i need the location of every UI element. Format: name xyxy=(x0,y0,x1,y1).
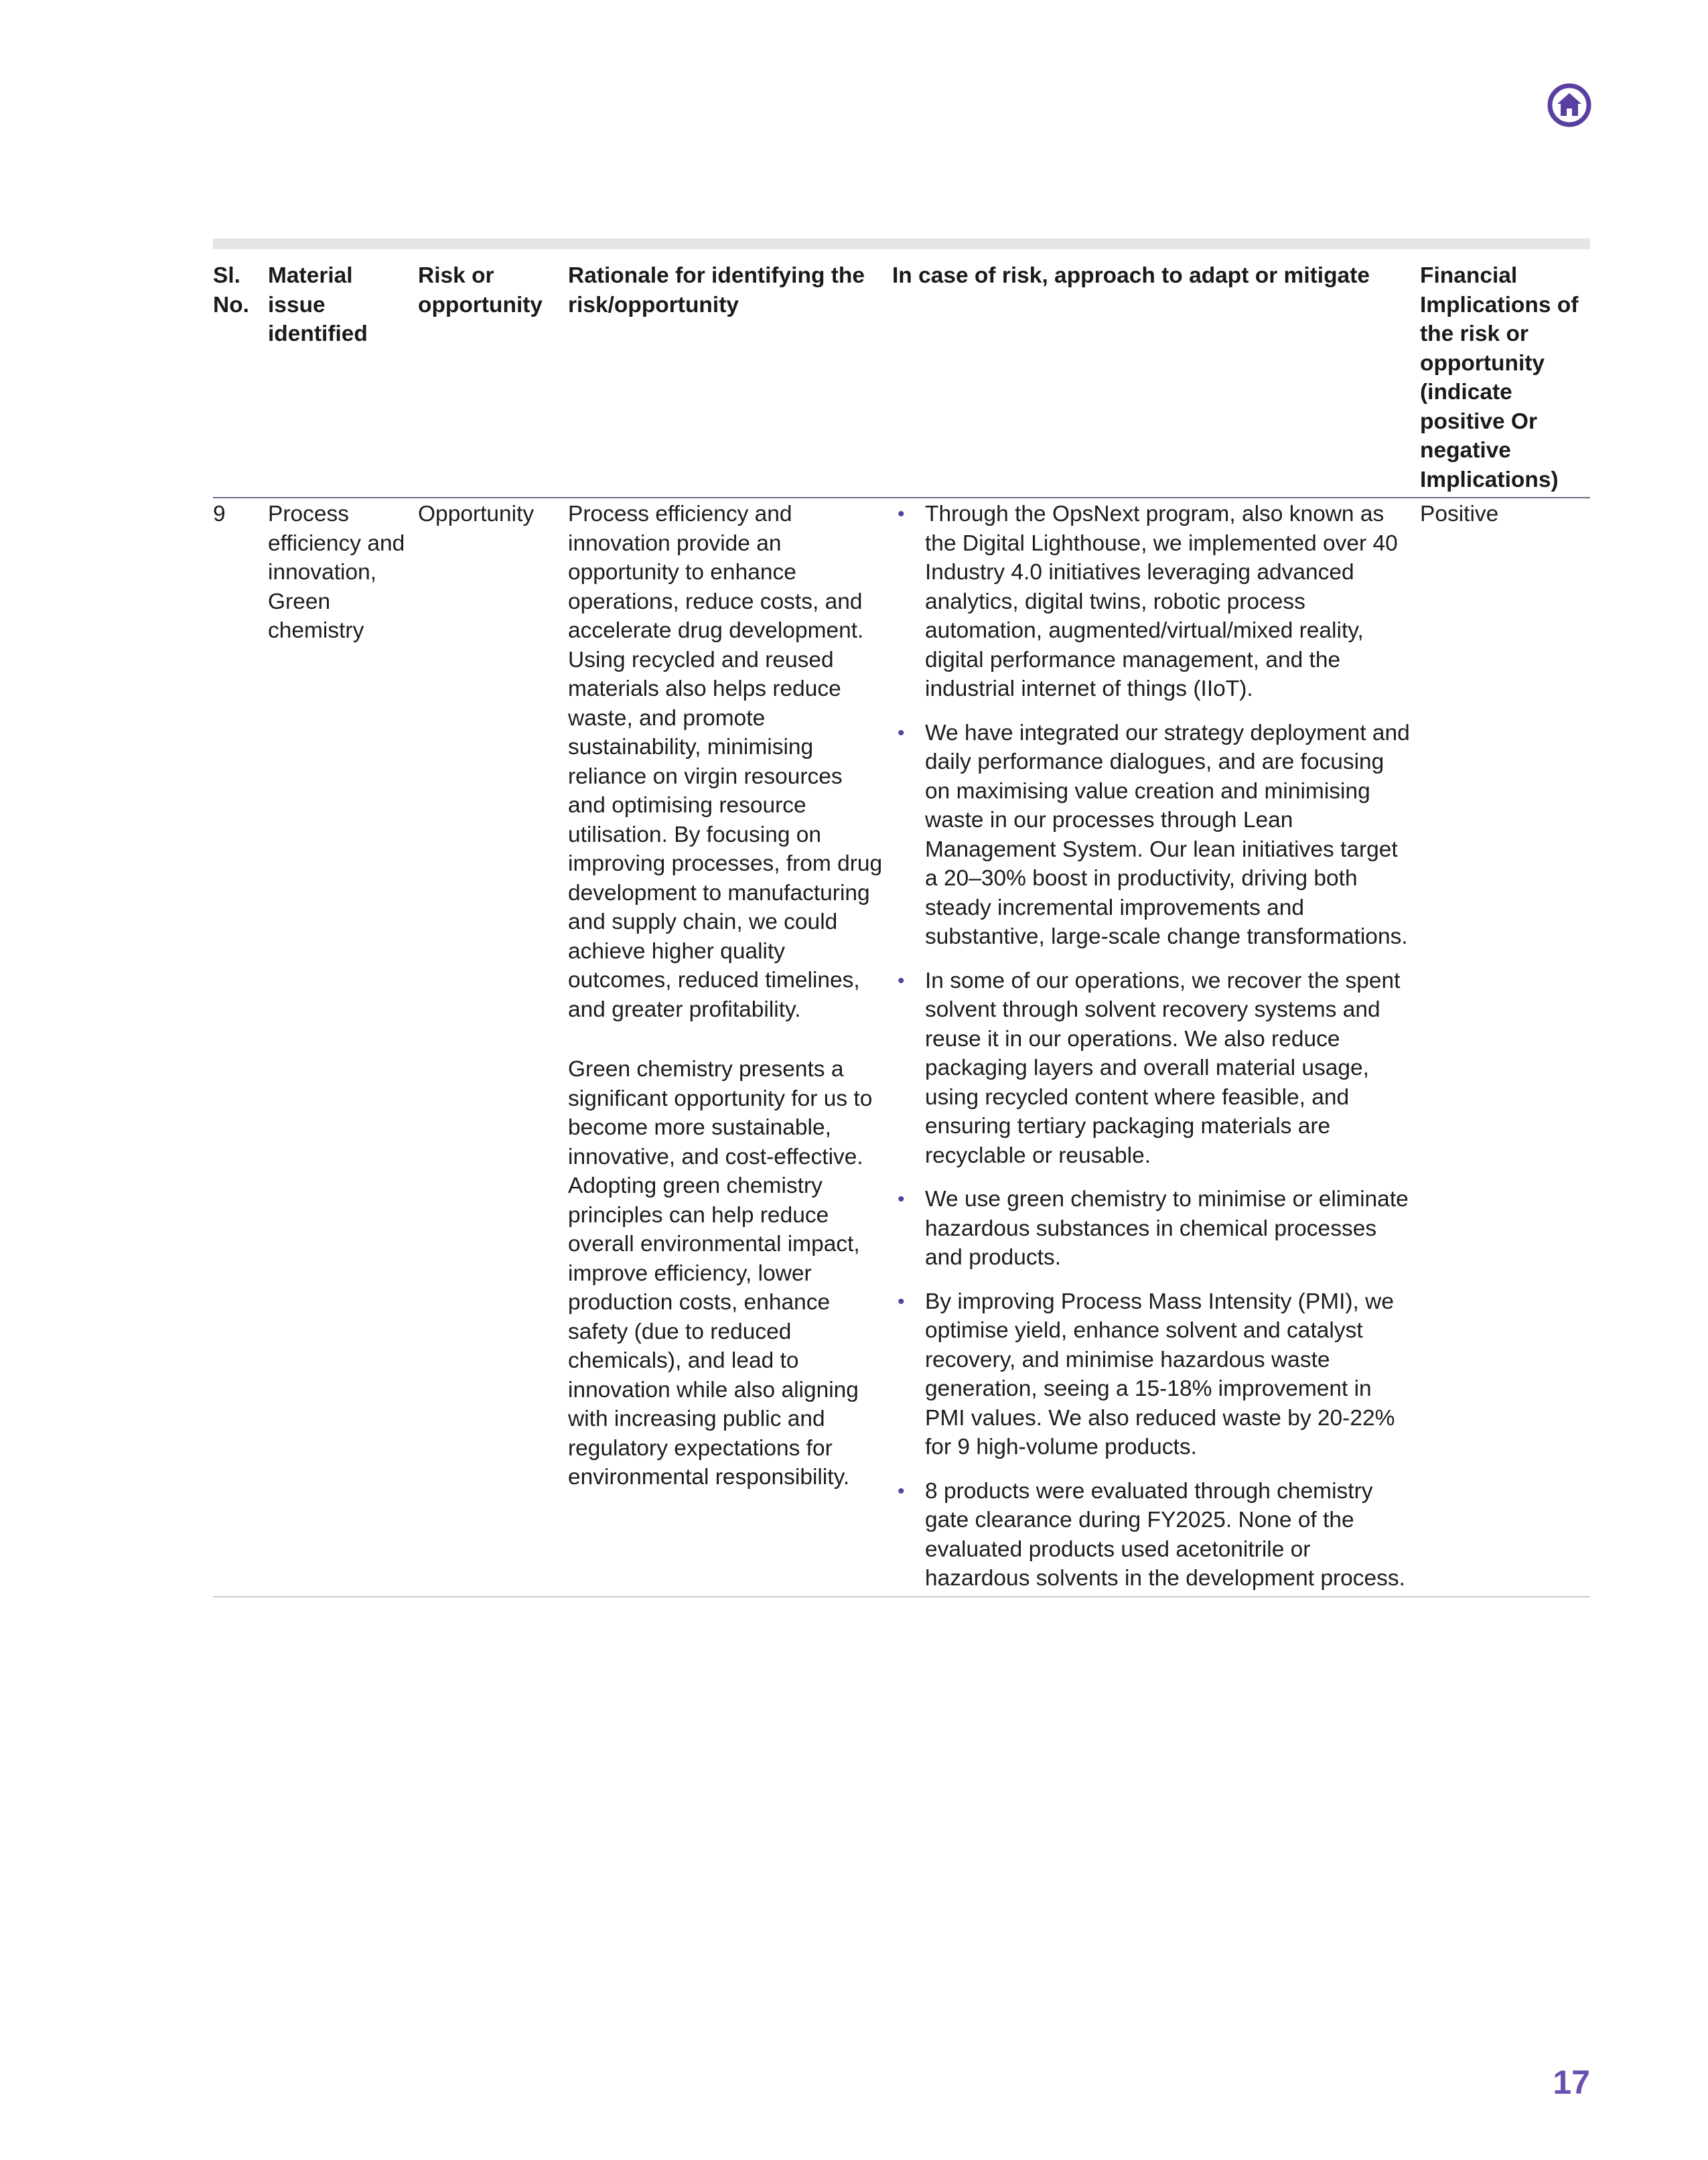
header-financial-implications: Financial Implications of the risk or opportunity (indicate positive Or negative Implications) xyxy=(1420,249,1590,498)
header-material-issue: Material issue identified xyxy=(268,249,418,498)
table-row xyxy=(213,498,1590,1597)
table-header-row xyxy=(213,249,1590,498)
cell-sl-no: 9 xyxy=(213,498,268,1597)
list-item: • In some of our operations, we recover the spent solvent through solvent recovery systems and reuse it in our operations. We also reduce packaging layers and overall material usage, using recycled content where feasible, and ensuring tertiary packaging materials are recyclable or reusable. xyxy=(892,966,1412,1171)
header-sl-no: Sl. No. xyxy=(213,249,268,498)
list-item: • 8 products were evaluated through chemistry gate clearance during FY2025. None of the evaluated products used acetonitrile or hazardous solvents in the development process. xyxy=(892,1477,1412,1593)
header-approach: In case of risk, approach to adapt or mitigate xyxy=(892,249,1420,498)
list-item: • Through the OpsNext program, also known as the Digital Lighthouse, we implemented over 40 Industry 4.0 initiatives leveraging advanced analytics, digital twins, robotic process automation, augmented/virtual/mixed reality, digital performance management, and the industrial internet of things (IIoT). xyxy=(892,500,1412,704)
risk-opportunity-table xyxy=(213,249,1590,1597)
home-icon xyxy=(1547,83,1591,127)
rationale-paragraph: Process efficiency and innovation provide an opportunity to enhance operations, reduce costs, and accelerate drug development. Using recycled and reused materials also helps reduce waste, and promote sustainability, minimising reliance on virgin resources and optimising resource utilisation. By focusing on improving processes, from drug development to manufacturing and supply chain, we could achieve higher quality outcomes, reduced timelines, and greater profitability. xyxy=(568,502,883,1022)
risk-opportunity-table-container xyxy=(213,238,1590,1597)
cell-material-issue: Process efficiency and innovation, Green chemistry xyxy=(268,498,418,1597)
rationale-paragraph: Green chemistry presents a significant opportunity for us to become more sustainable, innovative, and cost-effective. Adopting green chemistry principles can help reduce overall environmental impact, improve efficiency, lower production costs, enhance safety (due to reduced chemicals), and lead to innovation while also aligning with increasing public and regulatory expectations for environmental responsibility. xyxy=(568,1057,873,1490)
cell-financial-implication: Positive xyxy=(1420,498,1590,1597)
list-item: • We use green chemistry to minimise or eliminate hazardous substances in chemical processes and products. xyxy=(892,1185,1412,1273)
header-rationale: Rationale for identifying the risk/opportunity xyxy=(568,249,892,498)
page-number: 17 xyxy=(1553,2064,1590,2101)
home-button[interactable] xyxy=(1547,83,1591,127)
cell-rationale xyxy=(568,498,892,1597)
table-header-bar xyxy=(213,238,1590,249)
list-item: • We have integrated our strategy deployment and daily performance dialogues, and are focusing on maximising value creation and minimising waste in our processes through Lean Management System. Our lean initiatives target a 20–30% boost in productivity, driving both steady incremental improvements and substantive, large-scale change transformations. xyxy=(892,719,1412,952)
approach-list xyxy=(892,500,1412,1593)
cell-approach xyxy=(892,498,1420,1597)
cell-risk-or-opportunity: Opportunity xyxy=(418,498,568,1597)
header-risk-or-opportunity: Risk or opportunity xyxy=(418,249,568,498)
list-item: • By improving Process Mass Intensity (PMI), we optimise yield, enhance solvent and catalyst recovery, and minimise hazardous waste generation, seeing a 15-18% improvement in PMI values. We also reduced waste by 20-22% for 9 high-volume products. xyxy=(892,1287,1412,1462)
